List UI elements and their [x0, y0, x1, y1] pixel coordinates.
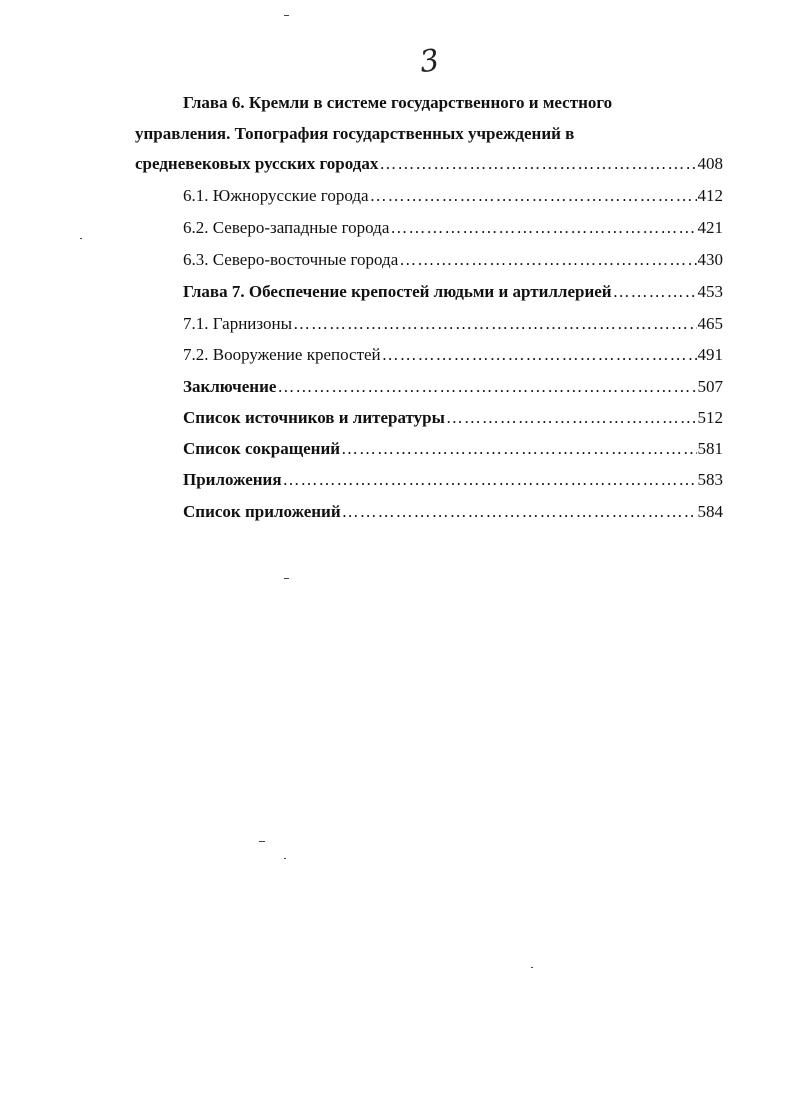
- toc-leader-dots: [342, 501, 697, 523]
- toc-entry-conclusion[interactable]: [183, 376, 723, 398]
- toc-entry-label: 6.1. Южнорусские города: [183, 186, 369, 205]
- toc-leader-dots: [370, 185, 697, 207]
- toc-entry-label: 7.2. Вооружение крепостей: [183, 345, 381, 364]
- toc-entry-appendix-list[interactable]: [183, 501, 723, 523]
- toc-entry-chapter7[interactable]: [183, 281, 723, 303]
- toc-entry-7-1[interactable]: [183, 313, 723, 335]
- toc-entry-page: 408: [697, 154, 723, 173]
- toc-leader-dots: [379, 153, 696, 175]
- toc-entry-label: Глава 7. Обеспечение крепостей людьми и артиллерией: [183, 282, 612, 301]
- chapter6-title-line-2: управления. Топография государственных учреждений в: [135, 124, 575, 143]
- toc-entry-6-1[interactable]: [183, 185, 723, 207]
- toc-entry-page: 412: [697, 186, 723, 205]
- scan-speck: [259, 841, 265, 842]
- toc-leader-dots: [382, 344, 697, 366]
- toc-leader-dots: [399, 249, 696, 271]
- toc-entry-6-2[interactable]: [183, 217, 723, 239]
- toc-entry-abbreviations[interactable]: [183, 438, 723, 460]
- scan-speck: [284, 858, 286, 859]
- toc-leader-dots: [446, 407, 697, 429]
- toc-entry-label: 6.2. Северо-западные города: [183, 218, 390, 237]
- toc-leader-dots: [390, 217, 696, 239]
- toc-entry-label: Список приложений: [183, 502, 341, 521]
- toc-entry-label: 7.1. Гарнизоны: [183, 314, 293, 333]
- toc-entry-sources[interactable]: [183, 407, 723, 429]
- scan-speck: [531, 967, 533, 968]
- toc-leader-dots: [341, 438, 696, 460]
- toc-entry-page: 512: [697, 408, 723, 427]
- toc-entry-label: Список источников и литературы: [183, 408, 445, 427]
- toc-entry-label: Приложения: [183, 470, 282, 489]
- handwritten-page-number: 3: [417, 42, 442, 81]
- toc-entry-page: 583: [697, 470, 723, 489]
- chapter6-title-line-1: Глава 6. Кремли в системе государственного и местного: [183, 93, 613, 112]
- toc-entry-7-2[interactable]: [183, 344, 723, 366]
- toc-leader-dots: [277, 376, 696, 398]
- toc-leader-dots: [613, 281, 697, 303]
- toc-entry-page: 421: [697, 218, 723, 237]
- toc-entry-chapter6[interactable]: [135, 153, 723, 175]
- toc-entry-6-3[interactable]: [183, 249, 723, 271]
- toc-leader-dots: [293, 313, 696, 335]
- toc-entry-label: 6.3. Северо-восточные города: [183, 250, 399, 269]
- toc-entry-page: 491: [697, 345, 723, 364]
- toc-entry-label: средневековых русских городах: [135, 154, 379, 173]
- toc-leader-dots: [283, 469, 697, 491]
- toc-entry-page: 581: [697, 439, 723, 458]
- scan-speck: [284, 15, 289, 16]
- toc-entry-page: 465: [697, 314, 723, 333]
- toc-entry-page: 453: [697, 282, 723, 301]
- toc-entry-label: Список сокращений: [183, 439, 341, 458]
- toc-entry-page: 430: [697, 250, 723, 269]
- scan-speck: [284, 578, 289, 579]
- toc-entry-page: 507: [697, 377, 723, 396]
- toc-entry-page: 584: [697, 502, 723, 521]
- scan-speck: [80, 238, 82, 239]
- toc-entry-appendices[interactable]: [183, 469, 723, 491]
- toc-entry-label: Заключение: [183, 377, 277, 396]
